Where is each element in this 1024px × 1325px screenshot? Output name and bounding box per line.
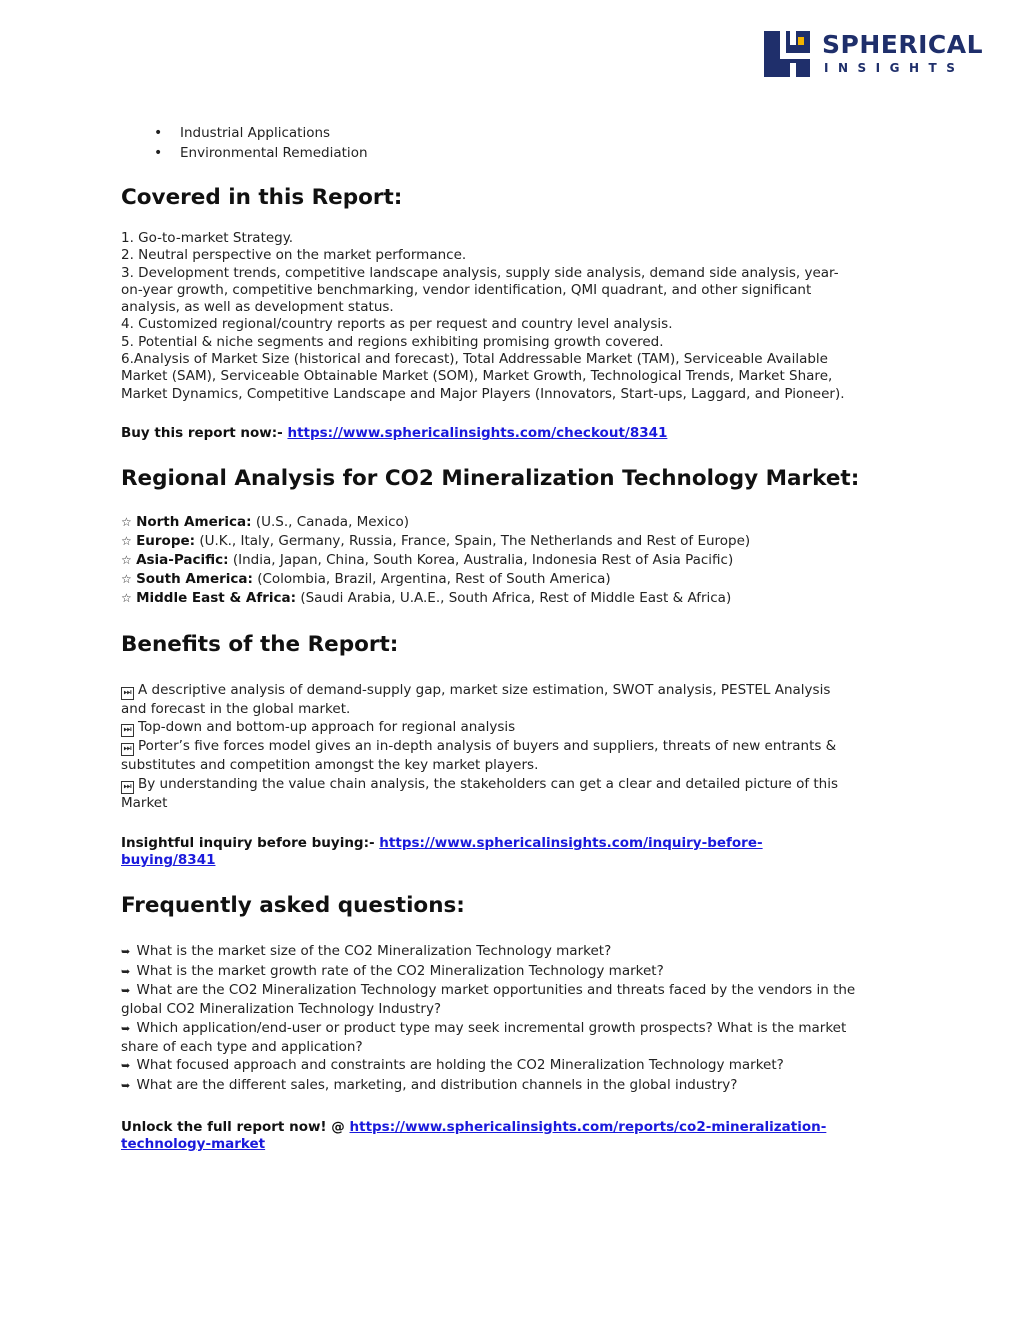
- buy-report-line: [121, 425, 907, 442]
- faq-heading: Frequently asked questions:: [121, 893, 465, 919]
- arrow-icon: ➥: [121, 1059, 131, 1073]
- covered-line: 6.Analysis of Market Size (historical and forecast), Total Addressable Market (TAM), Serviceable Available: [121, 351, 828, 368]
- covered-line: Market (SAM), Serviceable Obtainable Market (SOM), Market Growth, Technological Trends, Market Share,: [121, 368, 833, 385]
- list-item: [121, 551, 907, 570]
- region-name: Asia-Pacific:: [136, 552, 229, 569]
- faq-list: [121, 942, 907, 1094]
- arrow-icon: ➥: [121, 1078, 131, 1092]
- buy-label: Buy this report now:-: [121, 424, 288, 441]
- star-icon: ☆: [121, 591, 132, 606]
- covered-line: 2. Neutral perspective on the market performance.: [121, 247, 467, 264]
- list-item: • Industrial Applications: [154, 125, 331, 141]
- list-item: ➥ What are the different sales, marketing, and distribution channels in the global industry?: [121, 1076, 738, 1093]
- list-item: ➥ Which application/end-user or product type may seek incremental growth prospects? What is the market: [121, 1019, 847, 1036]
- list-item: ➥ What focused approach and constraints are holding the CO2 Mineralization Technology market?: [121, 1057, 784, 1074]
- unlock-line: [121, 1119, 907, 1154]
- list-item: ➥ What is the market size of the CO2 Mineralization Technology market?: [121, 943, 612, 960]
- list-item-continuation: substitutes and competition amongst the key market players.: [121, 757, 539, 774]
- checkout-link[interactable]: https://www.sphericalinsights.com/checkout/8341: [287, 424, 668, 441]
- list-item: [121, 532, 907, 551]
- star-icon: ☆: [121, 515, 132, 530]
- star-icon: ☆: [121, 553, 132, 568]
- inquiry-line: [121, 835, 907, 870]
- region-name: Europe:: [136, 533, 196, 550]
- inquiry-link[interactable]: https://www.sphericalinsights.com/inquiry-before-: [379, 834, 763, 851]
- covered-line: analysis, as well as development status.: [121, 299, 394, 316]
- region-list: [121, 513, 907, 608]
- spherical-insights-logo: [764, 30, 984, 77]
- list-item: ⏭ By understanding the value chain analysis, the stakeholders can get a clear and detailed picture of this: [121, 775, 907, 794]
- list-item: • Environmental Remediation: [154, 145, 368, 161]
- star-icon: ☆: [121, 534, 132, 549]
- full-report-link-continued[interactable]: technology-market: [121, 1136, 266, 1153]
- list-item: ⏭ Top-down and bottom-up approach for regional analysis: [121, 718, 907, 737]
- benefits-list: [121, 681, 907, 812]
- star-icon: ☆: [121, 572, 132, 587]
- covered-line: 3. Development trends, competitive landscape analysis, supply side analysis, demand side analysis, year-: [121, 264, 839, 281]
- list-item: [121, 589, 907, 608]
- region-name: North America:: [136, 514, 252, 531]
- fast-forward-icon: ⏭: [121, 687, 134, 700]
- full-report-link[interactable]: https://www.sphericalinsights.com/reports/co2-mineralization-: [349, 1118, 827, 1135]
- covered-line: 4. Customized regional/country reports as per request and country level analysis.: [121, 316, 673, 333]
- arrow-icon: ➥: [121, 984, 131, 998]
- list-item-continuation: and forecast in the global market.: [121, 701, 351, 718]
- bullet-icon: •: [154, 145, 163, 161]
- segment-bullet-list: [121, 123, 907, 163]
- arrow-icon: ➥: [121, 945, 131, 959]
- fast-forward-icon: ⏭: [121, 743, 134, 756]
- list-item-continuation: global CO2 Mineralization Technology Industry?: [121, 1001, 442, 1018]
- list-item: ➥ What is the market growth rate of the CO2 Mineralization Technology market?: [121, 962, 664, 979]
- region-countries: (India, Japan, China, South Korea, Australia, Indonesia Rest of Asia Pacific): [228, 552, 734, 569]
- logo-wordmark: SPHERICAL: [822, 30, 984, 59]
- fast-forward-icon: ⏭: [121, 781, 134, 794]
- inquiry-link-continued[interactable]: buying/8341: [121, 852, 216, 869]
- region-countries: (Colombia, Brazil, Argentina, Rest of South America): [252, 571, 611, 588]
- benefits-heading: Benefits of the Report:: [121, 632, 399, 658]
- list-item: ⏭ A descriptive analysis of demand-supply gap, market size estimation, SWOT analysis, PESTEL Analysis: [121, 681, 907, 700]
- list-item: [121, 513, 907, 532]
- covered-line: on-year growth, competitive benchmarking, vendor identification, QMI quadrant, and other significant: [121, 281, 812, 298]
- covered-heading: Covered in this Report:: [121, 185, 403, 210]
- covered-line: Market Dynamics, Competitive Landscape and Major Players (Innovators, Start-ups, Laggard, and Pioneer).: [121, 385, 845, 402]
- region-countries: (Saudi Arabia, U.A.E., South Africa, Rest of Middle East & Africa): [296, 590, 732, 607]
- list-item-continuation: share of each type and application?: [121, 1038, 363, 1055]
- covered-line: 5. Potential & niche segments and regions exhibiting promising growth covered.: [121, 333, 664, 350]
- list-item: [121, 570, 907, 589]
- region-name: South America:: [136, 571, 253, 588]
- inquiry-label: Insightful inquiry before buying:-: [121, 834, 380, 851]
- region-name: Middle East & Africa:: [136, 590, 297, 607]
- regional-heading: Regional Analysis for CO2 Mineralization Technology Market:: [121, 466, 860, 492]
- logo-tagline: INSIGHTS: [824, 61, 965, 75]
- region-countries: (U.S., Canada, Mexico): [251, 514, 410, 531]
- fast-forward-icon: ⏭: [121, 724, 134, 737]
- unlock-label: Unlock the full report now! @: [121, 1118, 350, 1135]
- arrow-icon: ➥: [121, 1021, 131, 1035]
- list-item: ➥ What are the CO2 Mineralization Technology market opportunities and threats faced by the vendors in the: [121, 982, 856, 999]
- list-item: ⏭ Porter’s five forces model gives an in-depth analysis of buyers and suppliers, threats of new entrants &: [121, 737, 907, 756]
- list-item-continuation: Market: [121, 794, 168, 811]
- logo-mark-icon: [764, 31, 810, 77]
- arrow-icon: ➥: [121, 964, 131, 978]
- report-content: [121, 123, 907, 1153]
- region-countries: (U.K., Italy, Germany, Russia, France, Spain, The Netherlands and Rest of Europe): [195, 533, 751, 550]
- covered-list: [121, 230, 907, 403]
- covered-line: 1. Go-to-market Strategy.: [121, 230, 294, 246]
- bullet-icon: •: [154, 125, 163, 141]
